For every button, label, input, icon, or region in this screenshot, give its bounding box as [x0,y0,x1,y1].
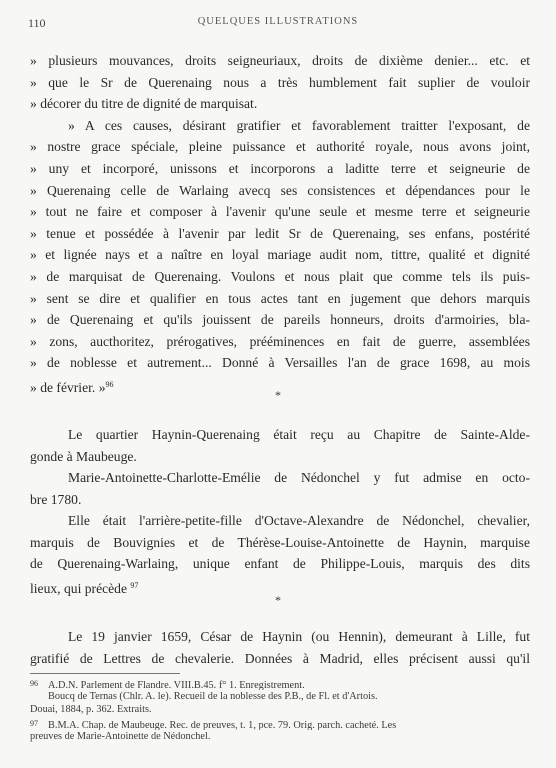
quote-line: » tenue et possédée à l'avenir par ledit Sr de Querenaing, ses enfans, postérité [30,225,530,241]
footnotes [30,677,530,743]
paragraph-line: Elle était l'arrière-petite-fille d'Octave-Alexandre de Nédonchel, chevalier, [68,513,530,528]
paragraph-line: Le quartier Haynin-Querenaing était reçu au Chapitre de Sainte-Alde- [68,427,530,442]
quote-line: » A ces causes, désirant gratifier et favorablement traitter l'exposant, de [68,117,530,133]
quote-line: » uny et incorporé, unissons et incorporons a laditte terre et seigneurie de [30,160,530,176]
paragraph-lineage [30,510,530,596]
quote-line: » sent se dire et qualifier en tous actes tant en jugement que dehors marquis [30,290,530,306]
quote-line: » zons, aucthoritez, prérogatives, prééminences en fait de guerre, assemblées [30,333,530,349]
quote-line: » décorer du titre de dignité de marquisat. [30,96,258,112]
paragraph-line: bre 1780. [30,491,82,507]
quote-line: » tout ne faire et composer à l'avenir qu'une seule et mesme terre et seigneurie [30,204,530,220]
footnote-divider [30,673,180,674]
quote-line: » nostre grace spéciale, pleine puissance et authorité royale, nous avons joint, [30,139,530,155]
section-separator: * [275,388,281,402]
quote-line: » que le Sr de Querenaing nous a très humblement fait suplier de vouloir [30,74,530,90]
paragraph-chapter [30,424,530,467]
quote-line: » de marquisat de Querenaing. Voulons et nous plait que comme tels ils puis- [30,268,530,284]
paragraph-line-text: lieux, qui précède [30,580,128,596]
royal-letter-quote [30,50,530,396]
footnote-text: B.M.A. Chap. de Maubeuge. Rec. de preuves, t. 1, pce. 79. Orig. parch. cacheté. Les [48,719,397,730]
quote-line: » et lignée nays et a naître en loyal mariage audit nom, tittre, qualité et dignité [30,247,530,263]
paragraph-line: de Querenaing-Warlaing, unique enfant de Philippe-Louis, marquis des dits [30,556,530,572]
paragraph-line: Le 19 janvier 1659, César de Haynin (ou Hennin), demeurant à Lille, fut [68,629,530,644]
quote-line: » plusieurs mouvances, droits seigneuriaux, droits de dixième denier... etc. et [30,53,530,68]
footnote-line [30,677,530,690]
paragraph-line: gratifié de Lettres de chevalerie. Données à Madrid, elles précisent aussi qu'il [30,650,530,666]
footnote-line: preuves de Marie-Antoinette de Nédonchel. [30,730,211,742]
paragraph-line: marquis de Bouvignies et de Thérèse-Louise-Antoinette de Haynin, marquise [30,534,530,550]
footnote-line [30,717,530,730]
page-number: 110 [28,16,46,30]
quote-line: » de Querenaing et qu'ils jouissent de pareils honneurs, droits d'armoiries, bla- [30,312,530,328]
footnote-reference: 96 [105,379,114,389]
footnote-text: A.D.N. Parlement de Flandre. VIII.B.45. f° 1. Enregistrement. [48,680,305,691]
footnote-line: Douai, 1884, p. 362. Extraits. [30,704,152,716]
paragraph-chevalerie [30,626,530,669]
quote-line: » de noblesse et autrement... Donné à Versailles l'an de grace 1698, au mois [30,355,530,371]
footnote-reference: 97 [130,580,139,590]
quote-line: » Querenaing celle de Warlaing avecq ses consistences et dépendances pour le [30,182,530,198]
footnote-mark: 97 [30,718,38,728]
paragraph-line: Marie-Antoinette-Charlotte-Emélie de Nédonchel y fut admise en octo- [68,470,530,485]
footnote-mark: 96 [30,679,38,688]
section-separator: * [275,593,281,607]
paragraph-line: gonde à Maubeuge. [30,448,137,464]
quote-line-text: » de février. » [30,379,106,395]
running-title: QUELQUES ILLUSTRATIONS [197,16,359,27]
footnote-line: Boucq de Ternas (Chlr. A. le). Recueil de la noblesse des P.B., de Fl. et d'Artois. [48,691,378,703]
paragraph-admission [30,467,530,510]
page-header [28,16,528,36]
